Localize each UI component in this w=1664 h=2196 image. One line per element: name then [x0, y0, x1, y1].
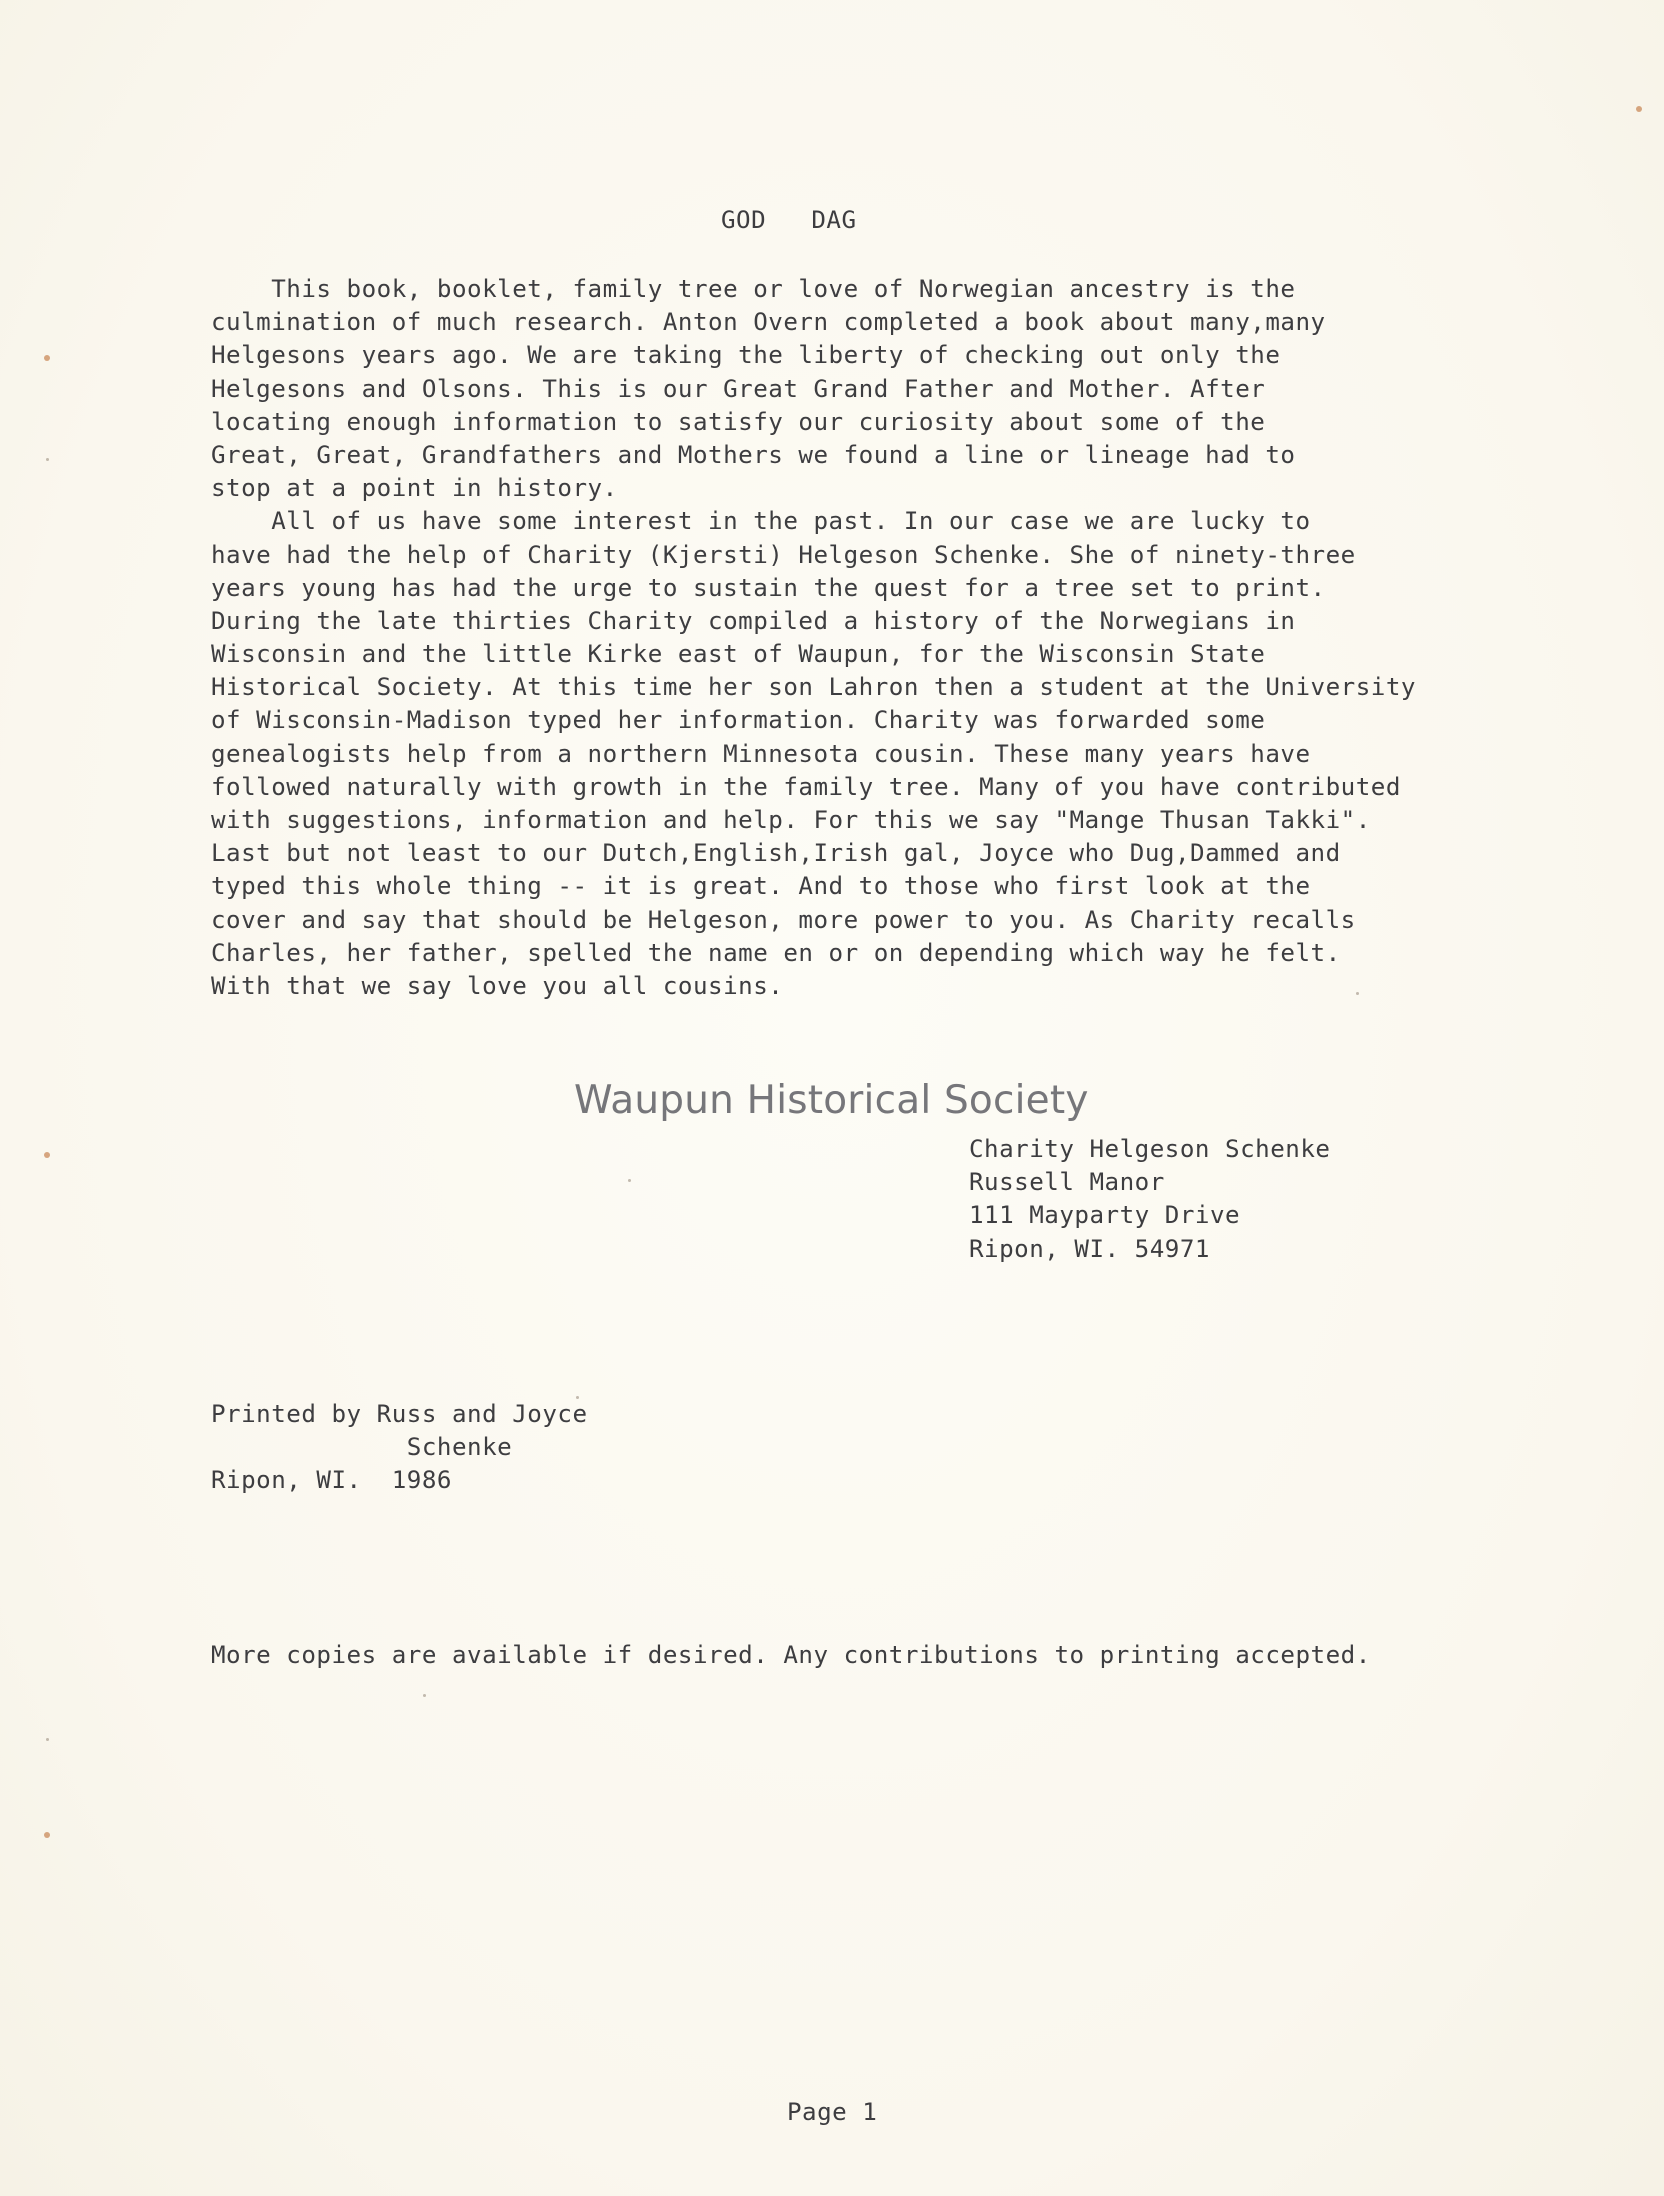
body-line: Great, Great, Grandfathers and Mothers we found a line or lineage had to: [211, 440, 1296, 469]
body-line: Last but not least to our Dutch,English,Irish gal, Joyce who Dug,Dammed and: [211, 839, 1341, 868]
printed-by-block: [211, 1398, 588, 1498]
body-line: With that we say love you all cousins.: [211, 971, 784, 1000]
copies-note: More copies are available if desired. Any contributions to printing accepted.: [211, 1641, 1371, 1669]
body-line: Helgesons and Olsons. This is our Great Grand Father and Mother. After: [211, 374, 1266, 403]
body-line: During the late thirties Charity compiled a history of the Norwegians in: [211, 606, 1296, 635]
body-line: followed naturally with growth in the family tree. Many of you have contributed: [211, 772, 1401, 801]
binder-hole-mark: [44, 355, 50, 361]
watermark: Waupun Historical Society: [574, 1078, 1089, 1123]
address-block: [969, 1133, 1331, 1266]
body-line: genealogists help from a northern Minnesota cousin. These many years have: [211, 739, 1311, 768]
page-number: Page 1: [787, 2098, 878, 2126]
document-title: GOD DAG: [721, 206, 857, 234]
address-line: Charity Helgeson Schenke: [969, 1135, 1331, 1163]
paper-speck: [628, 1179, 631, 1182]
printed-line: Printed by Russ and Joyce: [211, 1400, 588, 1428]
body-line: All of us have some interest in the past. In our case we are lucky to: [211, 507, 1311, 536]
body-line: locating enough information to satisfy our curiosity about some of the: [211, 407, 1266, 436]
address-line: 111 Mayparty Drive: [969, 1201, 1241, 1230]
body-line: Wisconsin and the little Kirke east of Waupun, for the Wisconsin State: [211, 640, 1266, 669]
body-line: Charles, her father, spelled the name en or on depending which way he felt.: [211, 938, 1341, 967]
printed-line: Ripon, WI. 1986: [211, 1466, 452, 1495]
body-line: years young has had the urge to sustain the quest for a tree set to print.: [211, 573, 1326, 602]
binder-hole-mark: [1636, 106, 1642, 112]
body-line: culmination of much research. Anton Overn completed a book about many,many: [211, 308, 1326, 337]
body-line: Helgesons years ago. We are taking the liberty of checking out only the: [211, 341, 1281, 370]
body-line: Historical Society. At this time her son Lahron then a student at the University: [211, 673, 1416, 702]
body-line: This book, booklet, family tree or love of Norwegian ancestry is the: [211, 275, 1296, 303]
body-line: typed this whole thing -- it is great. And to those who first look at the: [211, 872, 1311, 901]
printed-line: Schenke: [211, 1433, 513, 1462]
paper-speck: [423, 1694, 426, 1697]
paper-speck: [46, 458, 49, 461]
body-line: have had the help of Charity (Kjersti) Helgeson Schenke. She of ninety-three: [211, 540, 1356, 569]
binder-hole-mark: [44, 1152, 50, 1158]
body-line: with suggestions, information and help. For this we say "Mange Thusan Takki".: [211, 806, 1371, 834]
paper-speck: [576, 1396, 579, 1399]
binder-hole-mark: [44, 1832, 50, 1838]
address-line: Russell Manor: [969, 1168, 1165, 1197]
address-line: Ripon, WI. 54971: [969, 1234, 1210, 1263]
body-line: of Wisconsin-Madison typed her information. Charity was forwarded some: [211, 706, 1266, 735]
paper-speck: [46, 1738, 49, 1741]
paper-speck: [1356, 992, 1359, 995]
body-line: cover and say that should be Helgeson, more power to you. As Charity recalls: [211, 905, 1356, 934]
body-text: [211, 273, 1571, 1003]
body-line: stop at a point in history.: [211, 474, 618, 503]
